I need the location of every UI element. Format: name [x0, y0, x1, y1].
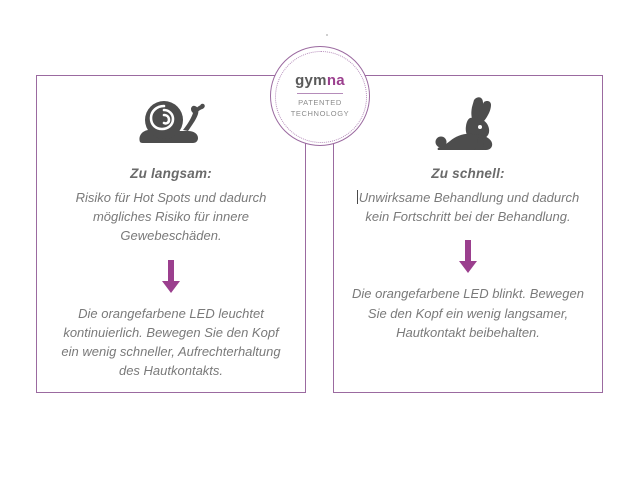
panel-risk-text: [350, 188, 586, 226]
brand-wordmark: [295, 73, 345, 88]
panel-heading: Zu schnell:: [431, 166, 505, 181]
panel-risk-text-value: Unwirksame Behandlung und dadurch kein Fortschritt bei der Behandlung.: [358, 190, 580, 225]
decorative-dot: [326, 34, 328, 36]
badge-divider: [297, 93, 343, 94]
panel-advice-text: Die orangefarbene LED blinkt. Bewegen Sie den Kopf ein wenig langsamer, Hautkontakt beibehalten.: [352, 286, 584, 340]
snail-icon: [136, 94, 206, 154]
badge-subtitle: [291, 98, 350, 118]
panel-advice-text: Die orangefarbene LED leuchtet kontinuierlich. Bewegen Sie den Kopf ein wenig schneller, Aufrechterhaltung des Hautkontakts.: [61, 305, 281, 379]
panel-risk-text: Risiko für Hot Spots und dadurch mögliches Risiko für innere Gewebeschäden.: [75, 190, 267, 244]
brand-accent: na: [326, 72, 345, 90]
badge-dashed-ring: [275, 51, 367, 143]
panel-too-slow: [36, 75, 306, 393]
badge-subtitle-line2: TECHNOLOGY: [290, 108, 350, 118]
panel-heading: Zu langsam:: [130, 166, 212, 181]
text-cursor: [357, 190, 358, 204]
brand-prefix: gym: [295, 72, 327, 90]
gymna-patented-technology-badge: [270, 46, 370, 146]
down-arrow-icon: [160, 260, 182, 294]
badge-subtitle-line1: PATENTED: [298, 98, 342, 108]
panel-too-fast: [333, 75, 603, 393]
rabbit-icon: [434, 94, 502, 154]
down-arrow-icon: [457, 240, 479, 274]
